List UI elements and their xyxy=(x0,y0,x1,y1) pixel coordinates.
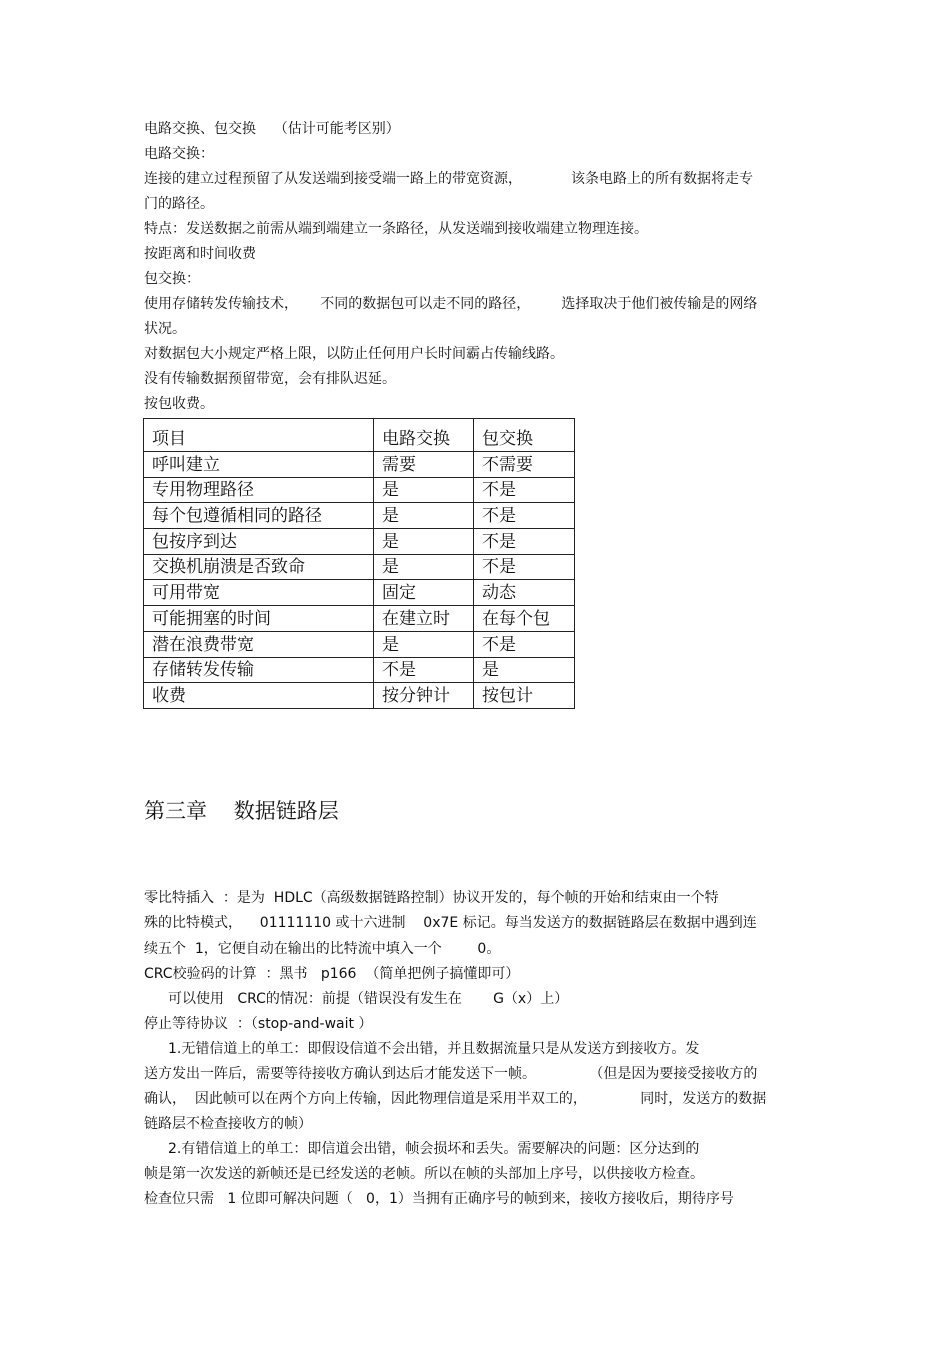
paragraph-line: 检查位只需 1 位即可解决问题（ 0，1）当拥有正确序号的帧到来，接收方接收后，期待序号 xyxy=(144,1191,734,1207)
table-cell: 专用物理路径 xyxy=(144,477,374,503)
heading-switching-comparison: 电路交换、包交换 （估计可能考区别） xyxy=(144,121,400,137)
table-cell: 可能拥塞的时间 xyxy=(144,606,374,632)
paragraph-line: 零比特插入 ：是为 HDLC（高级数据链路控制）协议开发的，每个帧的开始和结束由一个特 xyxy=(144,890,719,906)
table-cell: 动态 xyxy=(474,580,575,606)
table-cell: 是 xyxy=(474,657,575,683)
table-cell: 不是 xyxy=(374,657,474,683)
table-cell: 包按序到达 xyxy=(144,529,374,555)
table-cell: 呼叫建立 xyxy=(144,452,374,478)
table-cell: 不是 xyxy=(474,631,575,657)
table-cell: 按包计 xyxy=(474,683,575,709)
table-row xyxy=(144,529,575,555)
paragraph-line: 送方发出一阵后，需要等待接收方确认到达后才能发送下一帧。 （但是因为要接受接收方的 xyxy=(144,1066,758,1082)
paragraph-line: 确认， 因此帧可以在两个方向上传输，因此物理信道是采用半双工的， 同时，发送方的数据 xyxy=(144,1091,767,1107)
paragraph-line: 2.有错信道上的单工：即信道会出错，帧会损坏和丢失。需要解决的问题：区分达到的 xyxy=(168,1141,700,1157)
paragraph-line: 链路层不检查接收方的帧） xyxy=(144,1116,312,1132)
table-cell: 是 xyxy=(374,529,474,555)
table-cell: 存储转发传输 xyxy=(144,657,374,683)
paragraph-line: 对数据包大小规定严格上限，以防止任何用户长时间霸占传输线路。 xyxy=(144,346,564,362)
table-cell: 是 xyxy=(374,631,474,657)
table-row xyxy=(144,631,575,657)
paragraph-line: 殊的比特模式， 01111110 或十六进制 0x7E 标记。每当发送方的数据链路层在数据中遇到连 xyxy=(144,915,757,931)
table-header-row xyxy=(144,419,575,452)
table-cell: 是 xyxy=(374,503,474,529)
table-row xyxy=(144,657,575,683)
table-cell: 可用带宽 xyxy=(144,580,374,606)
paragraph-line: 门的路径。 xyxy=(144,196,214,212)
table-row xyxy=(144,503,575,529)
paragraph-line: 1.无错信道上的单工：即假设信道不会出错，并且数据流量只是从发送方到接收方。发 xyxy=(168,1041,700,1057)
table-cell: 每个包遵循相同的路径 xyxy=(144,503,374,529)
table-row xyxy=(144,683,575,709)
table-header-cell: 项目 xyxy=(144,419,374,452)
circuit-switching-label: 电路交换： xyxy=(144,146,214,162)
table-cell: 是 xyxy=(374,554,474,580)
chapter-title: 第三章 数据链路层 xyxy=(144,799,339,823)
paragraph-line: 按包收费。 xyxy=(144,396,214,412)
table-cell: 不需要 xyxy=(474,452,575,478)
table-cell: 潜在浪费带宽 xyxy=(144,631,374,657)
table-cell: 在建立时 xyxy=(374,606,474,632)
paragraph-line: 可以使用 CRC的情况：前提（错误没有发生在 G（x）上） xyxy=(168,991,569,1007)
paragraph-line: 续五个 1，它便自动在输出的比特流中填入一个 0。 xyxy=(144,941,501,957)
table-row xyxy=(144,452,575,478)
table-cell: 交换机崩溃是否致命 xyxy=(144,554,374,580)
table-cell: 是 xyxy=(374,477,474,503)
table-cell: 收费 xyxy=(144,683,374,709)
table-row xyxy=(144,606,575,632)
paragraph-line: 使用存储转发传输技术， 不同的数据包可以走不同的路径， 选择取决于他们被传输是的网络 xyxy=(144,296,758,312)
table-row xyxy=(144,554,575,580)
crc-heading: CRC校验码的计算 ：黑书 p166 （简单把例子搞懂即可） xyxy=(144,966,520,982)
comparison-table xyxy=(143,418,575,709)
table-cell: 固定 xyxy=(374,580,474,606)
paragraph-line: 状况。 xyxy=(144,321,186,337)
table-cell: 不是 xyxy=(474,529,575,555)
stop-and-wait-heading: 停止等待协议 ：（stop-and-wait ） xyxy=(144,1016,373,1032)
table-header-cell: 电路交换 xyxy=(374,419,474,452)
paragraph-line: 帧是第一次发送的新帧还是已经发送的老帧。所以在帧的头部加上序号，以供接收方检查。 xyxy=(144,1166,704,1182)
table-cell: 按分钟计 xyxy=(374,683,474,709)
table-row xyxy=(144,477,575,503)
table-cell: 不是 xyxy=(474,477,575,503)
paragraph-line: 连接的建立过程预留了从发送端到接受端一路上的带宽资源， 该条电路上的所有数据将走专 xyxy=(144,171,753,187)
paragraph-line: 按距离和时间收费 xyxy=(144,246,256,262)
table-cell: 在每个包 xyxy=(474,606,575,632)
table-cell: 需要 xyxy=(374,452,474,478)
table-header-cell: 包交换 xyxy=(474,419,575,452)
paragraph-line: 特点：发送数据之前需从端到端建立一条路径，从发送端到接收端建立物理连接。 xyxy=(144,221,648,237)
table-cell: 不是 xyxy=(474,503,575,529)
table-row xyxy=(144,580,575,606)
packet-switching-label: 包交换： xyxy=(144,271,200,287)
paragraph-line: 没有传输数据预留带宽，会有排队迟延。 xyxy=(144,371,396,387)
table-cell: 不是 xyxy=(474,554,575,580)
